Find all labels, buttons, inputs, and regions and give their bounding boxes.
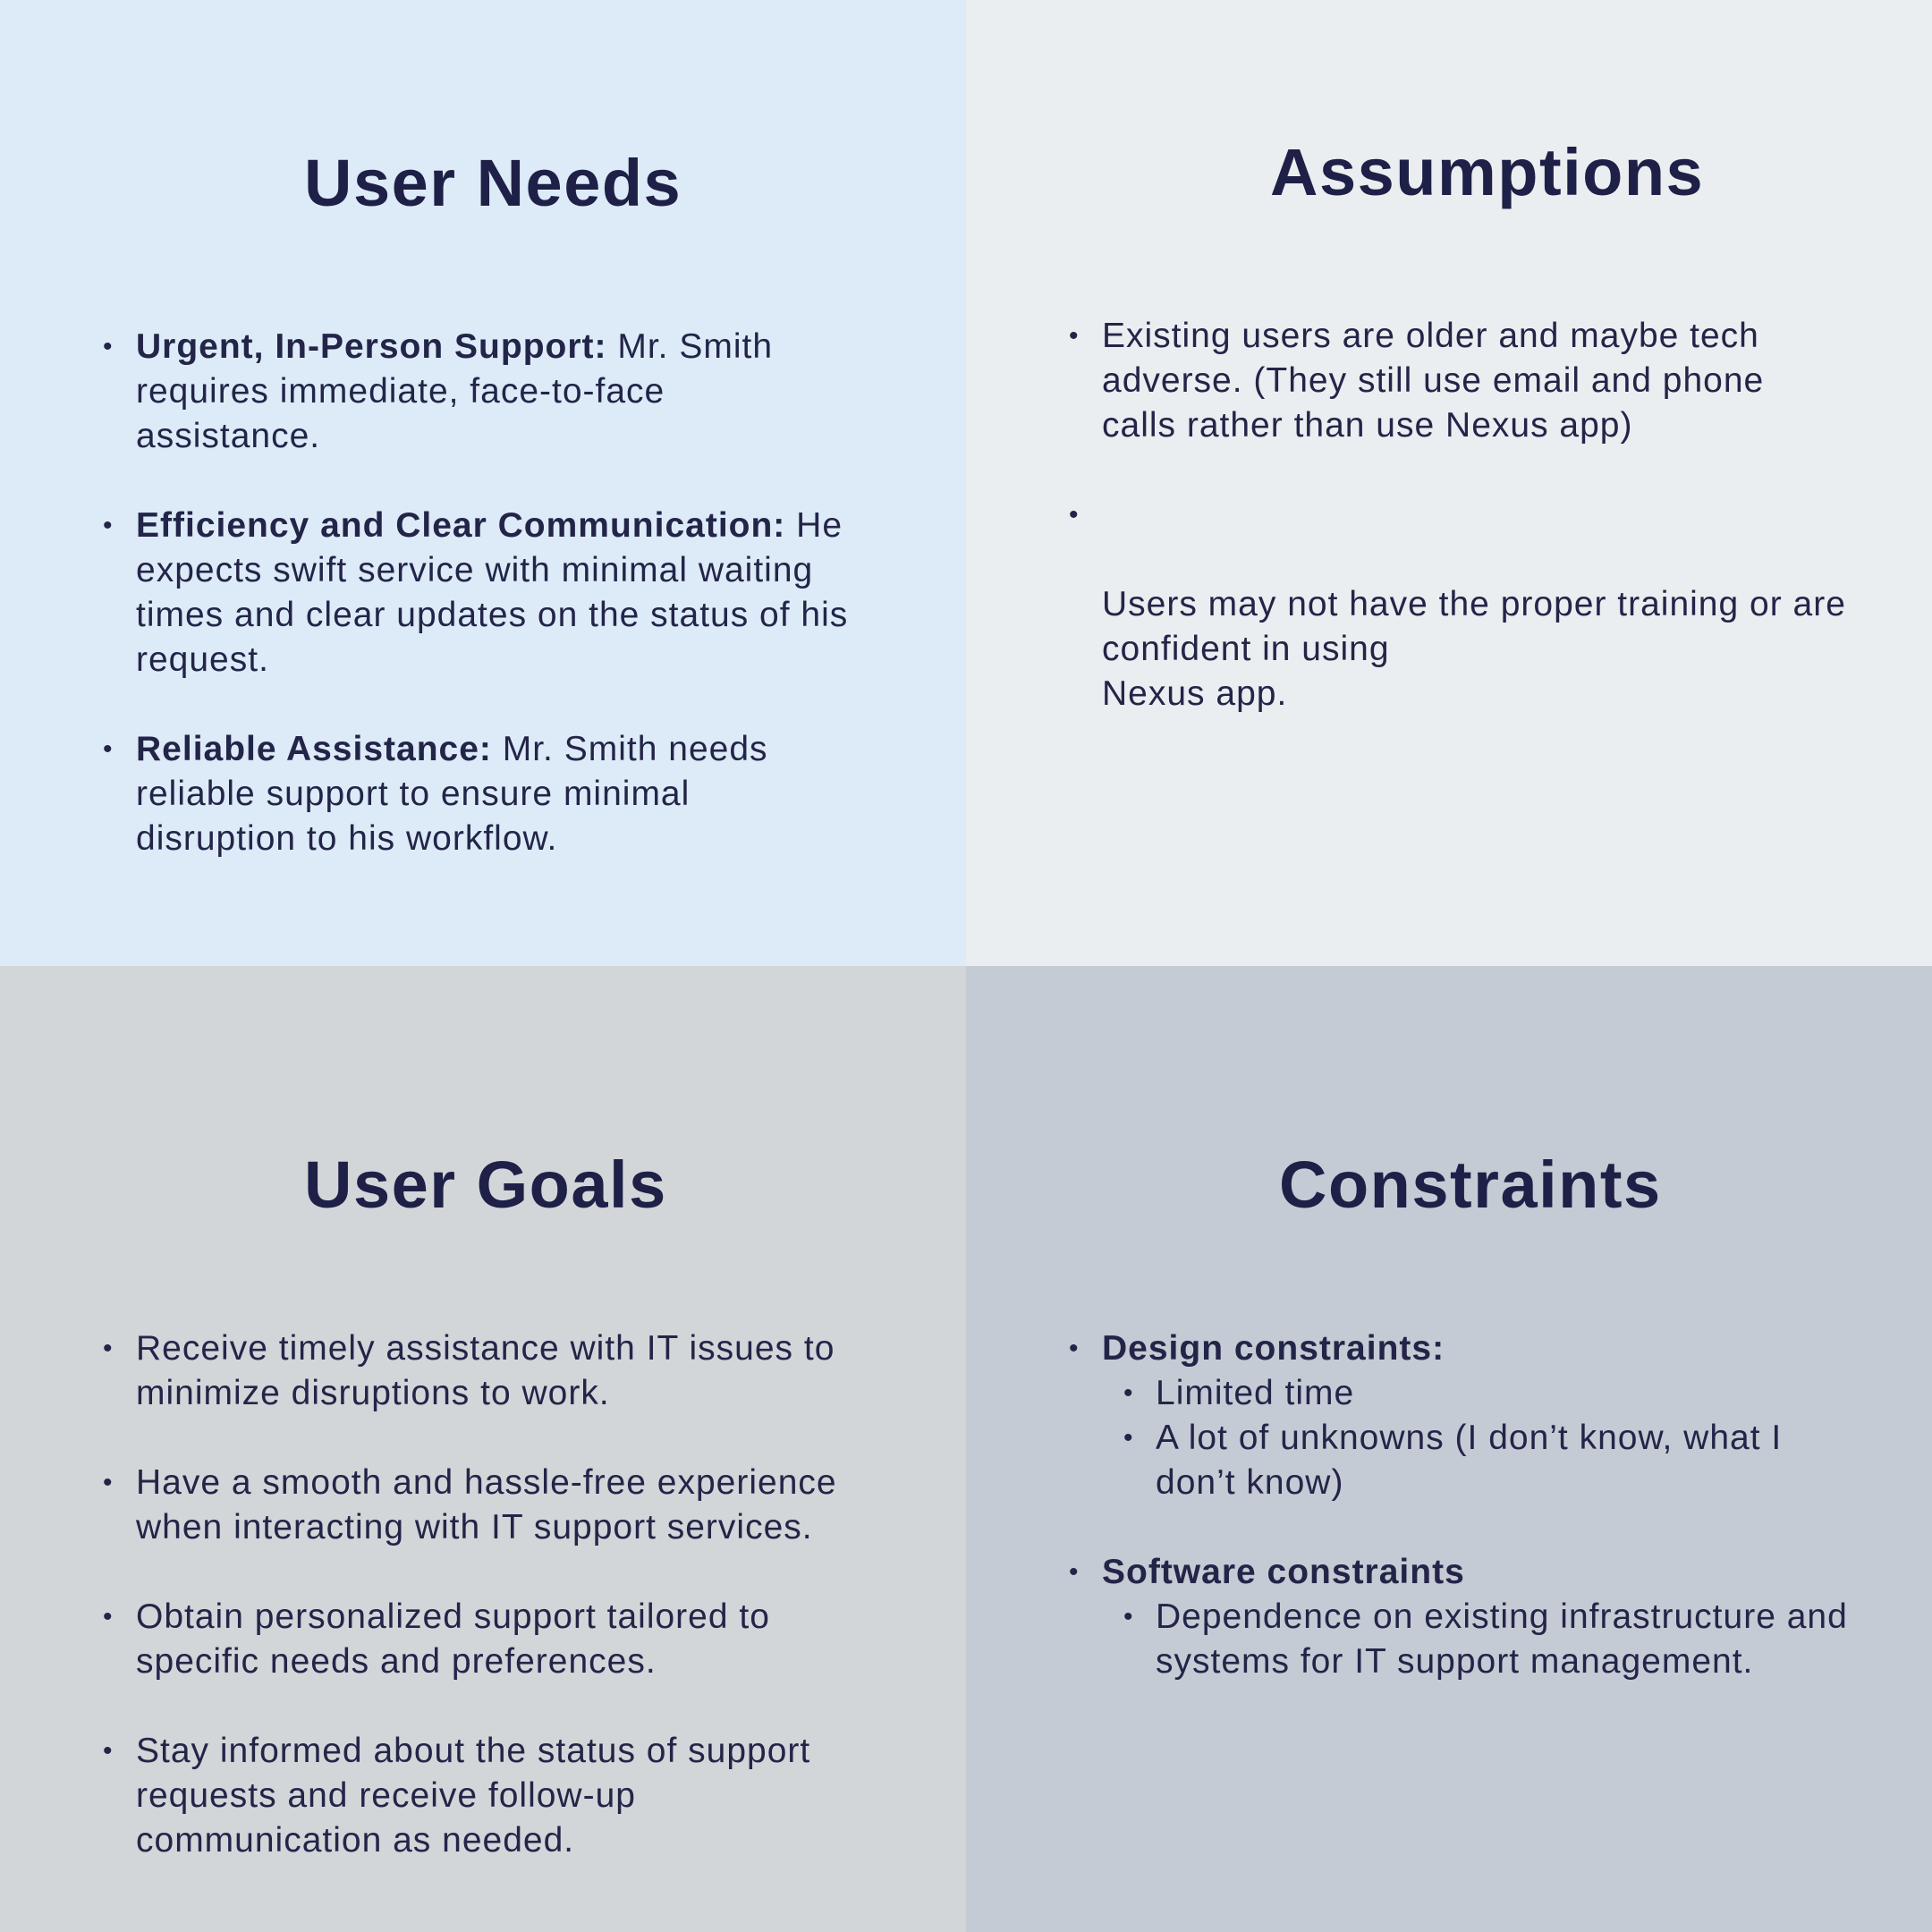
bullet-icon: • [103, 734, 114, 764]
item-lead: Efficiency and Clear Communication: [136, 506, 786, 545]
bullet-icon: • [103, 332, 114, 361]
sub-list-item [1102, 1595, 1856, 1684]
sub-list [1102, 1371, 1856, 1505]
bullet-icon: • [1069, 1334, 1080, 1363]
item-text: Users may not have the proper training or are confident in using Nexus app. [1102, 585, 1846, 713]
user-goals-title: User Goals [304, 1148, 667, 1222]
sub-list-item [1102, 1416, 1856, 1505]
item-lead: Urgent, In-Person Support: [136, 327, 607, 366]
bullet-icon: • [103, 1468, 114, 1497]
sub-list [1102, 1595, 1856, 1684]
list-item [1069, 1326, 1856, 1505]
bullet-icon: • [1123, 1378, 1134, 1408]
bullet-icon: • [1069, 1557, 1080, 1587]
item-text: Have a smooth and hassle-free experience when interacting with IT support services. [136, 1463, 837, 1546]
bullet-icon: • [103, 511, 114, 540]
list-item [103, 1326, 890, 1416]
list-item [1069, 493, 1853, 716]
bullet-icon: • [1069, 500, 1080, 530]
user-needs-title: User Needs [304, 146, 682, 220]
constraints-list [1069, 1326, 1856, 1684]
item-text: Dependence on existing infrastructure and systems for IT support management. [1156, 1597, 1848, 1681]
assumptions-title: Assumptions [1270, 135, 1705, 209]
item-text: Obtain personalized support tailored to specific needs and preferences. [136, 1597, 770, 1681]
bullet-icon: • [1069, 321, 1080, 351]
list-item [103, 727, 816, 861]
constraint-group-title: Design constraints: [1102, 1329, 1445, 1368]
assumptions-panel [966, 0, 1932, 966]
sub-list-item [1102, 1371, 1856, 1416]
user-needs-list [103, 325, 890, 861]
item-text: Mr. Smith requires immediate, face-to-face assistance. [136, 327, 774, 455]
user-goals-list [103, 1326, 890, 1863]
assumptions-list [1069, 314, 1856, 716]
list-item [1069, 314, 1818, 448]
bullet-icon: • [103, 1602, 114, 1631]
item-text: A lot of unknowns (I don’t know, what I don’t know) [1156, 1419, 1783, 1502]
item-text: Limited time [1156, 1374, 1355, 1412]
constraints-panel [966, 966, 1932, 1932]
list-item [103, 325, 816, 459]
bullet-icon: • [1123, 1423, 1134, 1453]
user-goals-panel [0, 966, 966, 1932]
item-lead: Reliable Assistance: [136, 730, 492, 768]
list-item [103, 1729, 890, 1863]
user-needs-panel [0, 0, 966, 966]
list-item [1069, 1550, 1856, 1684]
item-text: Mr. Smith needs reliable support to ensure minimal disruption to his workflow. [136, 730, 768, 858]
bullet-icon: • [103, 1736, 114, 1766]
list-item [103, 1595, 890, 1684]
bullet-icon: • [1123, 1602, 1134, 1631]
item-text: Receive timely assistance with IT issues to minimize disruptions to work. [136, 1329, 835, 1412]
item-text: Stay informed about the status of support requests and receive follow-up communication as needed. [136, 1732, 811, 1860]
constraints-title: Constraints [1279, 1148, 1662, 1222]
item-text: He expects swift service with minimal waiting times and clear updates on the status of his request. [136, 506, 849, 679]
constraint-group-title: Software constraints [1102, 1553, 1465, 1591]
bullet-icon: • [103, 1334, 114, 1363]
list-item [103, 504, 890, 682]
list-item [103, 1461, 890, 1550]
item-text: Existing users are older and maybe tech adverse. (They still use email and phone calls rather than use Nexus app) [1102, 317, 1765, 445]
